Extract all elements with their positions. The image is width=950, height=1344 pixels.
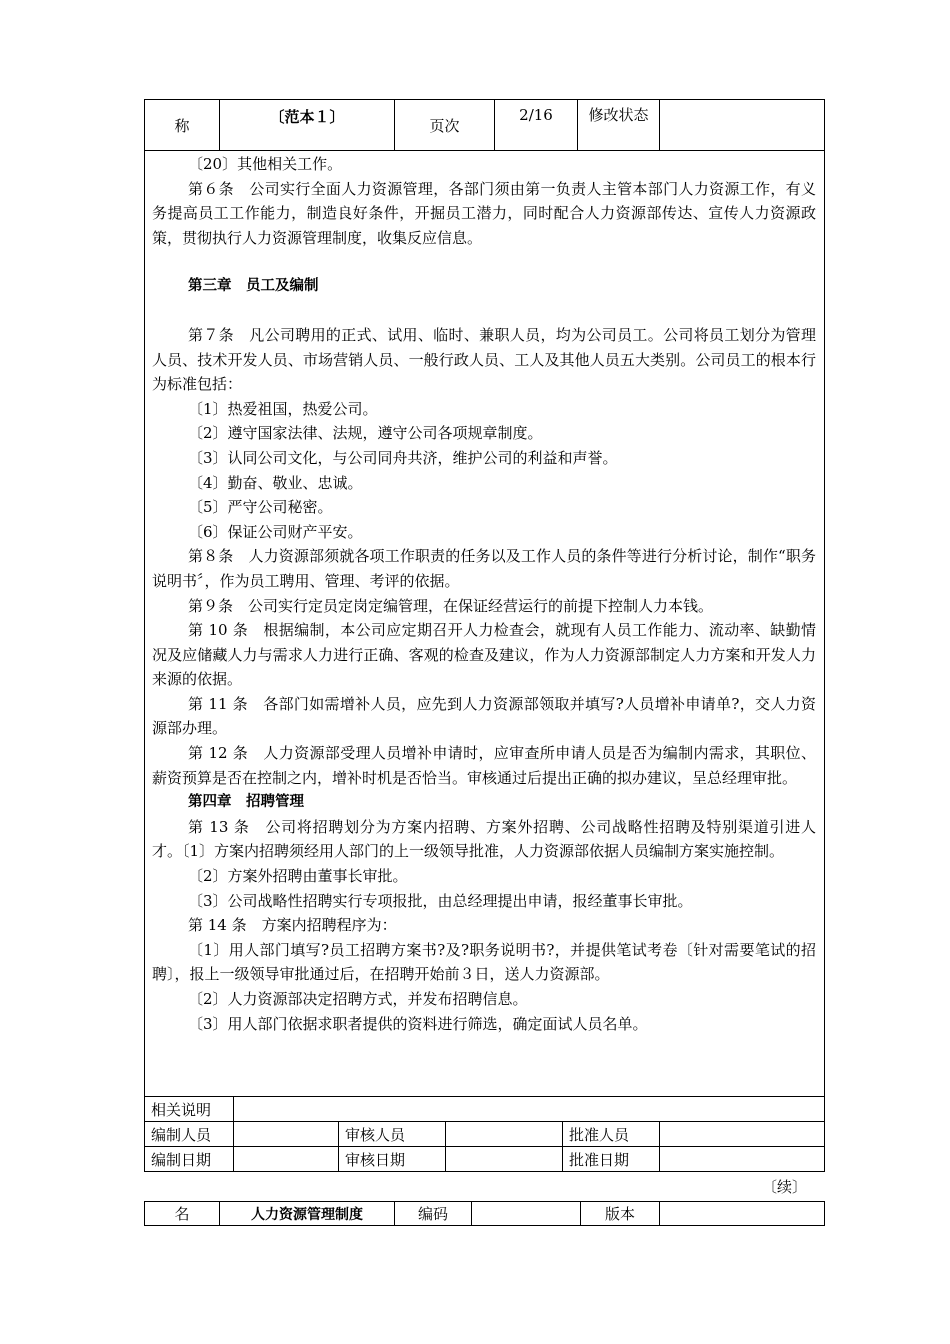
related-label: 相关说明	[145, 1097, 234, 1122]
article-paragraph: 第６条 公司实行全面人力资源管理，各部门须由第一负责人主管本部门人力资源工作，有义务提高员工工作能力，制造良好条件，开掘员工潜力，同时配合人力资源部传达、宣传人力资源政策，贯彻执行人力资源管理制度，收集反应信息。	[152, 179, 816, 247]
name-label: 称	[145, 100, 220, 150]
list-item: 〔6〕保证公司财产平安。	[188, 522, 363, 541]
article-paragraph: 〔1〕用人部门填写?员工招聘方案书?及?职务说明书?，并提供笔试考卷〔针对需要笔试的招聘〕，报上一级领导审批通过后，在招聘开始前３日，送人力资源部。	[152, 940, 816, 984]
continued-note: 〔续〕	[762, 1178, 808, 1196]
related-value	[234, 1097, 825, 1122]
list-item: 第 14 条 方案内招聘程序为：	[188, 916, 397, 935]
code-label: 编码	[395, 1202, 472, 1226]
spacer	[152, 299, 816, 323]
article-paragraph: 第９条 公司实行定员定岗定编管理，在保证经营运行的前提下控制人力本钱。	[188, 596, 714, 615]
document-body	[152, 152, 816, 1036]
compiler-value	[234, 1122, 339, 1147]
code-value	[472, 1202, 581, 1226]
review-date-value	[446, 1147, 563, 1172]
revision-label: 修改状态	[578, 100, 660, 150]
version-value	[660, 1202, 825, 1226]
compile-date-label: 编制日期	[145, 1147, 234, 1172]
header-table	[144, 99, 825, 151]
list-item: 〔1〕热爱祖国，热爱公司。	[188, 399, 378, 418]
page-number: 2/16	[495, 100, 578, 150]
reviewer-value	[446, 1122, 563, 1147]
list-item: 〔2〕遵守国家法律、法规，遵守公司各项规章制度。	[188, 424, 543, 443]
version-label: 版本	[581, 1202, 660, 1226]
article-paragraph: 第 11 条 各部门如需增补人员，应先到人力资源部领取并填写?人员增补申请单?，交人力资源部办理。	[152, 694, 816, 738]
article-paragraph: 第 13 条 公司将招聘划分为方案内招聘、方案外招聘、公司战略性招聘及特别渠道引进人才。〔1〕方案内招聘须经用人部门的上一级领导批准，人力资源部依据人员编制方案实施控制。	[152, 817, 816, 861]
article-paragraph: 第 12 条 人力资源部受理人员增补申请时，应审查所申请人员是否为编制内需求，其职位、薪资预算是否在控制之内，增补时机是否恰当。审核通过后提出正确的拟办建议，呈总经理审批。	[152, 744, 816, 787]
next-header-table	[144, 1201, 825, 1226]
list-item: 〔2〕人力资源部决定招聘方式，并发布招聘信息。	[188, 990, 528, 1008]
revision-value	[660, 100, 824, 150]
reviewer-label: 审核人员	[339, 1122, 446, 1147]
list-item: 〔2〕方案外招聘由董事长审批。	[188, 867, 408, 886]
approver-value	[660, 1122, 825, 1147]
approve-date-value	[660, 1147, 825, 1172]
list-item: 〔3〕公司战略性招聘实行专项报批，由总经理提出申请，报经董事长审批。	[188, 891, 693, 910]
approver-label: 批准人员	[563, 1122, 660, 1147]
compile-date-value	[234, 1147, 339, 1172]
list-item: 〔20〕其他相关工作。	[188, 155, 343, 173]
list-item: 〔4〕勤奋、敬业、忠诚。	[188, 473, 363, 492]
article-paragraph: 第７条 凡公司聘用的正式、试用、临时、兼职人员，均为公司员工。公司将员工划分为管理人员、技术开发人员、市场营销人员、一般行政人员、工人及其他人员五大类别。公司员工的根本行为标准包括：	[152, 325, 816, 394]
list-item: 〔5〕严守公司秘密。	[188, 498, 333, 517]
spacer	[152, 250, 816, 274]
chapter-heading: 第四章 招聘管理	[188, 794, 304, 811]
article-paragraph: 第 10 条 根据编制，本公司应定期召开人力检查会，就现有人员工作能力、流动率、缺勤情况及应储藏人力与需求人力进行正确、客观的检查及建议，作为人力资源部制定人力方案和开发人力来源的依据。	[152, 621, 816, 689]
page-label: 页次	[395, 100, 495, 150]
chapter-heading: 第三章 员工及编制	[188, 278, 319, 295]
list-item: 〔3〕认同公司文化，与公司同舟共济，维护公司的利益和声誉。	[188, 448, 618, 467]
review-date-label: 审核日期	[339, 1147, 446, 1172]
name-value: 〔范本１〕	[220, 100, 395, 150]
document-title: 人力资源管理制度	[220, 1202, 395, 1226]
name-label-2: 名	[145, 1202, 220, 1226]
list-item: 〔3〕用人部门依据求职者提供的资料进行筛选，确定面试人员名单。	[188, 1014, 648, 1033]
approve-date-label: 批准日期	[563, 1147, 660, 1172]
signoff-table	[144, 1096, 825, 1172]
compiler-label: 编制人员	[145, 1122, 234, 1147]
article-paragraph: 第８条 人力资源部须就各项工作职责的任务以及工作人员的条件等进行分析讨论，制作“职务说明书〞，作为员工聘用、管理、考评的依据。	[152, 547, 816, 590]
